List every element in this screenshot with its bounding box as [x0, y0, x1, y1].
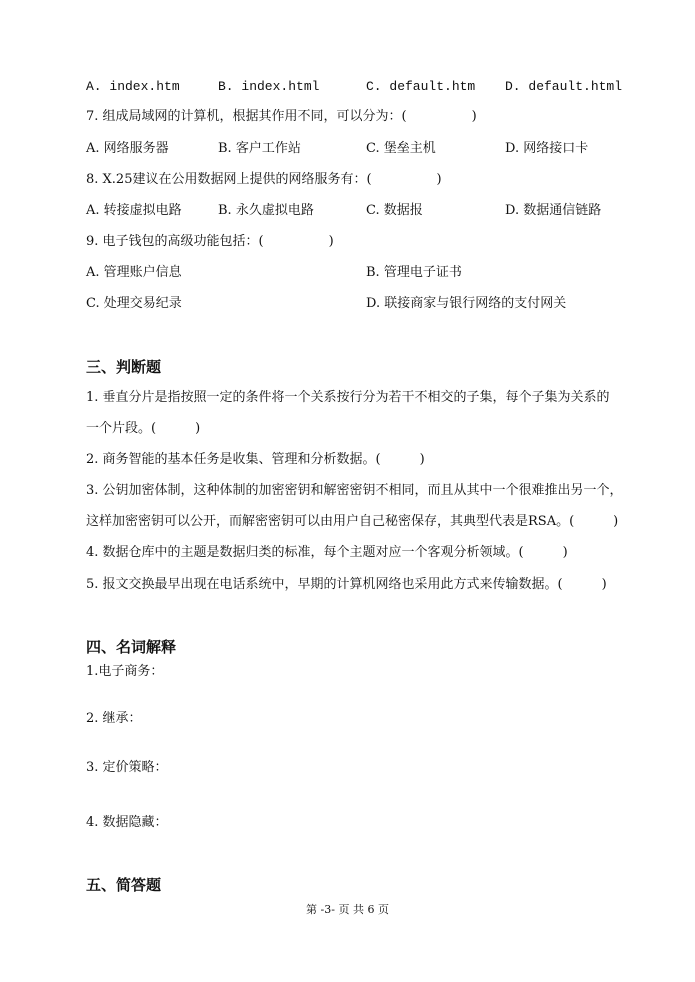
q7-option-a: A. 网络服务器: [86, 141, 169, 156]
q9-question: 9. 电子钱包的高级功能包括：( ): [86, 234, 334, 249]
tf-line: 一个片段。( ): [86, 421, 201, 436]
q9-option-d: D. 联接商家与银行网络的支付网关: [366, 296, 567, 311]
q7-question: 7. 组成局域网的计算机，根据其作用不同，可以分为：( ): [86, 109, 477, 124]
term-item: 4. 数据隐藏：: [86, 815, 168, 830]
q8-option-d: D. 数据通信链路: [505, 203, 602, 218]
page-footer: 第 -3- 页 共 6 页: [306, 903, 389, 916]
q6-option-a: A. index.htm: [86, 79, 180, 94]
q6-option-b: B. index.html: [218, 79, 320, 94]
q6-option-d: D. default.html: [505, 79, 623, 94]
tf-line: 这样加密密钥可以公开，而解密密钥可以由用户自己秘密保存，其典型代表是RSA。( ): [86, 514, 619, 529]
q9-option-b: B. 管理电子证书: [366, 265, 462, 280]
tf-line: 3. 公钥加密体制，这种体制的加密密钥和解密密钥不相同，而且从其中一个很难推出另一个，: [86, 483, 623, 498]
tf-line: 4. 数据仓库中的主题是数据归类的标准，每个主题对应一个客观分析领域。( ): [86, 545, 568, 560]
section-heading-true-false: 三、判断题: [86, 358, 162, 376]
q8-question: 8. X.25建议在公用数据网上提供的网络服务有：( ): [86, 172, 442, 187]
section-heading-terms: 四、名词解释: [86, 638, 177, 656]
q6-option-c: C. default.htm: [366, 79, 476, 94]
q7-option-d: D. 网络接口卡: [505, 141, 589, 156]
q7-option-c: C. 堡垒主机: [366, 141, 436, 156]
q8-option-b: B. 永久虚拟电路: [218, 203, 314, 218]
q7-option-b: B. 客户工作站: [218, 141, 301, 156]
section-heading-short-answer: 五、简答题: [86, 876, 162, 894]
term-item: 3. 定价策略：: [86, 760, 168, 775]
tf-line: 5. 报文交换最早出现在电话系统中，早期的计算机网络也采用此方式来传输数据。( ): [86, 577, 607, 592]
tf-line: 1. 垂直分片是指按照一定的条件将一个关系按行分为若干不相交的子集，每个子集为关系的: [86, 390, 610, 405]
tf-line: 2. 商务智能的基本任务是收集、管理和分析数据。( ): [86, 452, 425, 467]
q9-option-c: C. 处理交易纪录: [86, 296, 182, 311]
q8-option-c: C. 数据报: [366, 203, 423, 218]
term-item: 1.电子商务：: [86, 664, 164, 679]
q9-option-a: A. 管理账户信息: [86, 265, 182, 280]
term-item: 2. 继承：: [86, 711, 142, 726]
q8-option-a: A. 转接虚拟电路: [86, 203, 182, 218]
